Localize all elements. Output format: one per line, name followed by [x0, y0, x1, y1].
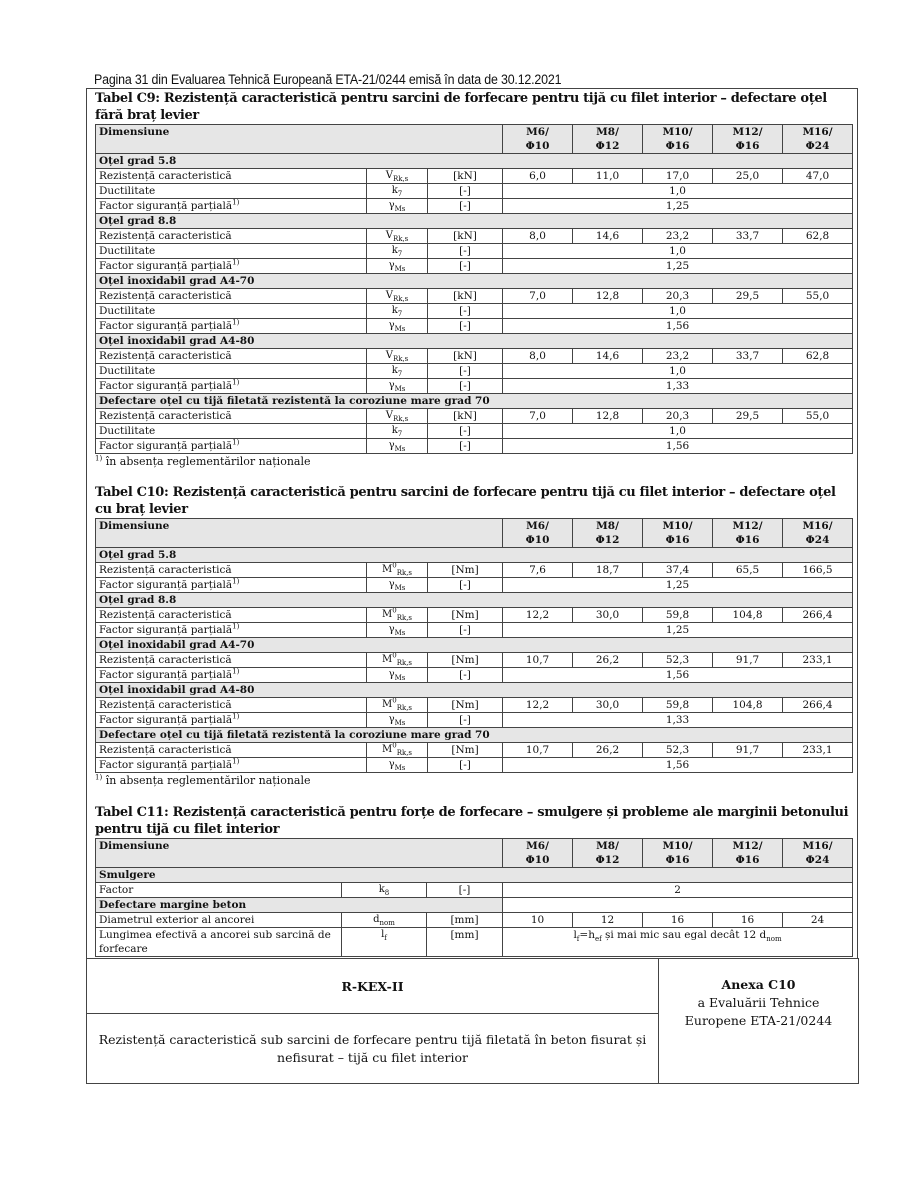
annex-line-3: Europene ETA-21/0244	[684, 1013, 833, 1028]
group-label: Oțel grad 8.8	[96, 214, 853, 229]
table-row	[96, 424, 853, 439]
table-c10-title: Tabel C10: Rezistență caracteristică pentru sarcini de forfecare pentru tijă cu filet interior – defectare oțel cu braț levier	[95, 485, 836, 517]
table-row	[96, 409, 853, 424]
row-label: Rezistență caracteristică	[96, 409, 367, 424]
row-unit: [Nm]	[428, 743, 503, 758]
row-value: 1,0	[503, 244, 853, 259]
group-label: Defectare margine beton	[96, 898, 503, 913]
row-value: 29,5	[713, 289, 783, 304]
row-symbol: $k_8$	[342, 883, 427, 898]
table-row	[96, 244, 853, 259]
row-label: Rezistență caracteristică	[96, 563, 367, 578]
row-symbol: $V_{Rk,s}$	[367, 409, 428, 424]
row-unit: [-]	[428, 758, 503, 773]
row-symbol: $M^0_{Rk,s}$	[367, 653, 428, 668]
row-value: 1,0	[503, 364, 853, 379]
product-name: R-KEX-II	[87, 959, 659, 1014]
row-value: 37,4	[643, 563, 713, 578]
table-c10-footnote: $^{1)}$ în absența reglementărilor naționale	[95, 773, 311, 787]
row-label: Lungimea efectivă a ancorei sub sarcină de forfecare	[96, 928, 342, 957]
dimension-header: Dimensiune	[96, 519, 503, 548]
group-row-pryout	[96, 868, 853, 883]
row-symbol: $k_7$	[367, 364, 428, 379]
row-value: 1,25	[503, 199, 853, 214]
row-value: 23,2	[643, 349, 713, 364]
row-symbol: $\gamma_{Ms}$	[367, 439, 428, 454]
row-unit: [-]	[428, 184, 503, 199]
row-value: 16	[643, 913, 713, 928]
group-row	[96, 274, 853, 289]
table-row	[96, 289, 853, 304]
row-value: 1,56	[503, 319, 853, 334]
row-symbol: $\gamma_{Ms}$	[367, 623, 428, 638]
row-value: 14,6	[573, 349, 643, 364]
table-row	[96, 169, 853, 184]
size-header: M6/ Φ10	[503, 519, 573, 548]
group-label: Oțel inoxidabil grad A4-80	[96, 683, 853, 698]
row-value: 29,5	[713, 409, 783, 424]
row-value: 25,0	[713, 169, 783, 184]
row-value: 65,5	[713, 563, 783, 578]
row-value: 16	[713, 913, 783, 928]
group-label: Defectare oțel cu tijă filetată rezistentă la coroziune mare grad 70	[96, 394, 853, 409]
row-symbol: $\gamma_{Ms}$	[367, 319, 428, 334]
table-row	[96, 743, 853, 758]
table-row	[96, 364, 853, 379]
row-value: 30,0	[573, 608, 643, 623]
table-row	[96, 304, 853, 319]
row-symbol: $\gamma_{Ms}$	[367, 379, 428, 394]
row-symbol: $M^0_{Rk,s}$	[367, 698, 428, 713]
table-header-row	[96, 519, 853, 548]
row-value: 12	[573, 913, 643, 928]
row-symbol: $\gamma_{Ms}$	[367, 758, 428, 773]
row-unit: [-]	[428, 379, 503, 394]
row-unit: [-]	[428, 244, 503, 259]
group-row	[96, 548, 853, 563]
row-value: 7,0	[503, 409, 573, 424]
row-value: 12,8	[573, 409, 643, 424]
row-value: 18,7	[573, 563, 643, 578]
row-label: Ductilitate	[96, 244, 367, 259]
table-row	[96, 439, 853, 454]
size-header: M8/ Φ12	[573, 125, 643, 154]
row-unit: [-]	[428, 319, 503, 334]
row-value: 1,0	[503, 184, 853, 199]
size-header: M8/ Φ12	[573, 839, 643, 868]
row-symbol: $k_7$	[367, 304, 428, 319]
annex-line-2: a Evaluării Tehnice	[697, 995, 820, 1010]
row-label: Rezistență caracteristică	[96, 349, 367, 364]
row-value: 11,0	[573, 169, 643, 184]
row-unit: [kN]	[428, 229, 503, 244]
size-header: M12/ Φ16	[713, 839, 783, 868]
table-c11-section	[95, 804, 852, 957]
row-label: Rezistență caracteristică	[96, 743, 367, 758]
row-symbol: $\gamma_{Ms}$	[367, 199, 428, 214]
row-value: 62,8	[783, 349, 853, 364]
row-symbol: $V_{Rk,s}$	[367, 289, 428, 304]
row-value: 30,0	[573, 698, 643, 713]
group-row	[96, 394, 853, 409]
table-row	[96, 883, 853, 898]
size-header: M8/ Φ12	[573, 519, 643, 548]
table-c9-section	[95, 90, 852, 469]
annex-title: Anexa C10	[721, 977, 796, 992]
row-symbol: $V_{Rk,s}$	[367, 349, 428, 364]
row-symbol: $V_{Rk,s}$	[367, 169, 428, 184]
row-value: 10,7	[503, 653, 573, 668]
table-row	[96, 319, 853, 334]
row-symbol: $k_7$	[367, 424, 428, 439]
row-value: $l_f=h_{ef}$ și mai mic sau egal decât 12 $d_{nom}$	[503, 928, 853, 957]
row-value: 7,0	[503, 289, 573, 304]
size-header: M10/ Φ16	[643, 839, 713, 868]
row-unit: [Nm]	[428, 698, 503, 713]
row-value: 91,7	[713, 653, 783, 668]
row-unit: [-]	[428, 623, 503, 638]
table-row	[96, 653, 853, 668]
row-unit: [mm]	[427, 913, 503, 928]
row-unit: [-]	[428, 578, 503, 593]
group-row	[96, 728, 853, 743]
row-label: Factor siguranță parțială$^{1)}$	[96, 319, 367, 334]
table-row	[96, 913, 853, 928]
row-unit: [kN]	[428, 349, 503, 364]
row-value: 62,8	[783, 229, 853, 244]
row-label: Factor siguranță parțială$^{1)}$	[96, 668, 367, 683]
row-value: 55,0	[783, 289, 853, 304]
page-header: Pagina 31 din Evaluarea Tehnică Europeană ETA-21/0244 emisă în data de 30.12.2021	[94, 72, 562, 87]
document-footer	[86, 958, 859, 1084]
row-symbol: $V_{Rk,s}$	[367, 229, 428, 244]
row-symbol: $\gamma_{Ms}$	[367, 713, 428, 728]
row-unit: [-]	[428, 668, 503, 683]
row-value: 59,8	[643, 698, 713, 713]
row-value: 6,0	[503, 169, 573, 184]
table-c10	[95, 518, 853, 773]
group-label: Oțel grad 5.8	[96, 154, 853, 169]
group-row-concrete-edge	[96, 898, 853, 913]
size-header: M16/ Φ24	[783, 519, 853, 548]
dimension-header: Dimensiune	[96, 125, 503, 154]
row-label: Ductilitate	[96, 424, 367, 439]
group-label: Oțel grad 8.8	[96, 593, 853, 608]
row-value: 12,8	[573, 289, 643, 304]
row-value: 14,6	[573, 229, 643, 244]
group-label: Oțel grad 5.8	[96, 548, 853, 563]
group-row	[96, 683, 853, 698]
row-value: 1,25	[503, 623, 853, 638]
row-value: 33,7	[713, 229, 783, 244]
row-value: 52,3	[643, 653, 713, 668]
row-unit: [-]	[428, 424, 503, 439]
row-value: 266,4	[783, 608, 853, 623]
table-row	[96, 713, 853, 728]
row-unit: [kN]	[428, 289, 503, 304]
size-header: M16/ Φ24	[783, 125, 853, 154]
row-unit: [-]	[428, 199, 503, 214]
group-row	[96, 593, 853, 608]
row-label: Ductilitate	[96, 304, 367, 319]
row-value: 1,25	[503, 578, 853, 593]
group-row	[96, 334, 853, 349]
row-value: 1,56	[503, 668, 853, 683]
row-symbol: $k_7$	[367, 184, 428, 199]
row-value: 1,56	[503, 439, 853, 454]
row-unit: [-]	[428, 364, 503, 379]
row-label: Factor siguranță parțială$^{1)}$	[96, 758, 367, 773]
size-header: M16/ Φ24	[783, 839, 853, 868]
row-value: 26,2	[573, 743, 643, 758]
group-row	[96, 638, 853, 653]
size-header: M10/ Φ16	[643, 519, 713, 548]
row-value: 1,0	[503, 304, 853, 319]
row-label: Rezistență caracteristică	[96, 229, 367, 244]
row-label: Rezistență caracteristică	[96, 698, 367, 713]
row-symbol: $\gamma_{Ms}$	[367, 578, 428, 593]
row-symbol: $M^0_{Rk,s}$	[367, 563, 428, 578]
group-label: Smulgere	[96, 868, 853, 883]
row-unit: [kN]	[428, 169, 503, 184]
row-value: 23,2	[643, 229, 713, 244]
row-value: 59,8	[643, 608, 713, 623]
row-symbol: $\gamma_{Ms}$	[367, 259, 428, 274]
row-value: 20,3	[643, 409, 713, 424]
table-c9-title: Tabel C9: Rezistență caracteristică pentru sarcini de forfecare pentru tijă cu filet interior – defectare oțel fără braț levier	[95, 91, 827, 123]
group-label: Oțel inoxidabil grad A4-70	[96, 638, 853, 653]
row-unit: [-]	[428, 259, 503, 274]
group-label: Defectare oțel cu tijă filetată rezistentă la coroziune mare grad 70	[96, 728, 853, 743]
group-label: Oțel inoxidabil grad A4-80	[96, 334, 853, 349]
table-row	[96, 259, 853, 274]
row-label: Rezistență caracteristică	[96, 169, 367, 184]
table-row	[96, 698, 853, 713]
row-label: Factor siguranță parțială$^{1)}$	[96, 199, 367, 214]
group-label: Oțel inoxidabil grad A4-70	[96, 274, 853, 289]
table-row	[96, 184, 853, 199]
row-symbol: $M^0_{Rk,s}$	[367, 608, 428, 623]
row-unit: [-]	[428, 304, 503, 319]
table-row	[96, 229, 853, 244]
size-header: M10/ Φ16	[643, 125, 713, 154]
row-label: Factor siguranță parțială$^{1)}$	[96, 259, 367, 274]
row-label: Diametrul exterior al ancorei	[96, 913, 342, 928]
table-header-row	[96, 125, 853, 154]
row-label: Rezistență caracteristică	[96, 608, 367, 623]
row-value: 1,0	[503, 424, 853, 439]
row-value: 233,1	[783, 653, 853, 668]
row-value: 17,0	[643, 169, 713, 184]
row-value: 52,3	[643, 743, 713, 758]
row-label: Factor siguranță parțială$^{1)}$	[96, 379, 367, 394]
row-unit: [-]	[428, 439, 503, 454]
row-unit: [-]	[427, 883, 503, 898]
row-symbol: $\gamma_{Ms}$	[367, 668, 428, 683]
row-value: 233,1	[783, 743, 853, 758]
row-value: 8,0	[503, 349, 573, 364]
table-row	[96, 349, 853, 364]
row-label: Rezistență caracteristică	[96, 653, 367, 668]
table-row	[96, 623, 853, 638]
row-unit: [Nm]	[428, 608, 503, 623]
group-row	[96, 214, 853, 229]
row-symbol: $k_7$	[367, 244, 428, 259]
row-unit: [Nm]	[428, 653, 503, 668]
row-value: 8,0	[503, 229, 573, 244]
annex-description: Rezistență caracteristică sub sarcini de forfecare pentru tijă filetată în beton fisurat și nefisurat – tijă cu filet interior	[87, 1014, 659, 1083]
size-header: M6/ Φ10	[503, 839, 573, 868]
row-value: 91,7	[713, 743, 783, 758]
table-row	[96, 563, 853, 578]
row-value: 1,56	[503, 758, 853, 773]
row-value: 266,4	[783, 698, 853, 713]
row-value: 2	[503, 883, 853, 898]
row-value: 1,33	[503, 379, 853, 394]
table-row	[96, 758, 853, 773]
size-header: M12/ Φ16	[713, 519, 783, 548]
dimension-header: Dimensiune	[96, 839, 503, 868]
row-symbol: $l_f$	[342, 928, 427, 957]
table-row	[96, 928, 853, 957]
row-value: 166,5	[783, 563, 853, 578]
size-header: M12/ Φ16	[713, 125, 783, 154]
row-value: 26,2	[573, 653, 643, 668]
table-c10-section	[95, 484, 852, 788]
row-symbol: $d_{nom}$	[342, 913, 427, 928]
table-row	[96, 379, 853, 394]
row-value: 47,0	[783, 169, 853, 184]
table-row	[96, 578, 853, 593]
row-value: 20,3	[643, 289, 713, 304]
row-label: Ductilitate	[96, 364, 367, 379]
size-header: M6/ Φ10	[503, 125, 573, 154]
table-row	[96, 668, 853, 683]
group-empty-cell	[503, 898, 853, 913]
row-value: 12,2	[503, 608, 573, 623]
row-value: 33,7	[713, 349, 783, 364]
row-unit: [kN]	[428, 409, 503, 424]
row-label: Rezistență caracteristică	[96, 289, 367, 304]
row-value: 1,33	[503, 713, 853, 728]
row-value: 7,6	[503, 563, 573, 578]
row-value: 1,25	[503, 259, 853, 274]
row-unit: [-]	[428, 713, 503, 728]
row-label: Factor siguranță parțială$^{1)}$	[96, 713, 367, 728]
table-c9	[95, 124, 853, 454]
row-label: Factor siguranță parțială$^{1)}$	[96, 439, 367, 454]
annex-reference	[659, 959, 858, 1083]
row-label: Ductilitate	[96, 184, 367, 199]
table-header-row	[96, 839, 853, 868]
row-label: Factor	[96, 883, 342, 898]
row-unit: [Nm]	[428, 563, 503, 578]
row-label: Factor siguranță parțială$^{1)}$	[96, 578, 367, 593]
row-symbol: $M^0_{Rk,s}$	[367, 743, 428, 758]
table-c11	[95, 838, 853, 957]
row-value: 12,2	[503, 698, 573, 713]
row-label: Factor siguranță parțială$^{1)}$	[96, 623, 367, 638]
row-value: 10,7	[503, 743, 573, 758]
row-value: 104,8	[713, 698, 783, 713]
table-c11-title: Tabel C11: Rezistență caracteristică pentru forțe de forfecare – smulgere și probleme ale marginii betonului pentru tijă cu filet interior	[95, 805, 849, 837]
row-unit: [mm]	[427, 928, 503, 957]
table-row	[96, 608, 853, 623]
row-value: 10	[503, 913, 573, 928]
table-c9-footnote: $^{1)}$ în absența reglementărilor naționale	[95, 454, 311, 468]
row-value: 55,0	[783, 409, 853, 424]
table-row	[96, 199, 853, 214]
group-row	[96, 154, 853, 169]
row-value: 24	[783, 913, 853, 928]
row-value: 104,8	[713, 608, 783, 623]
